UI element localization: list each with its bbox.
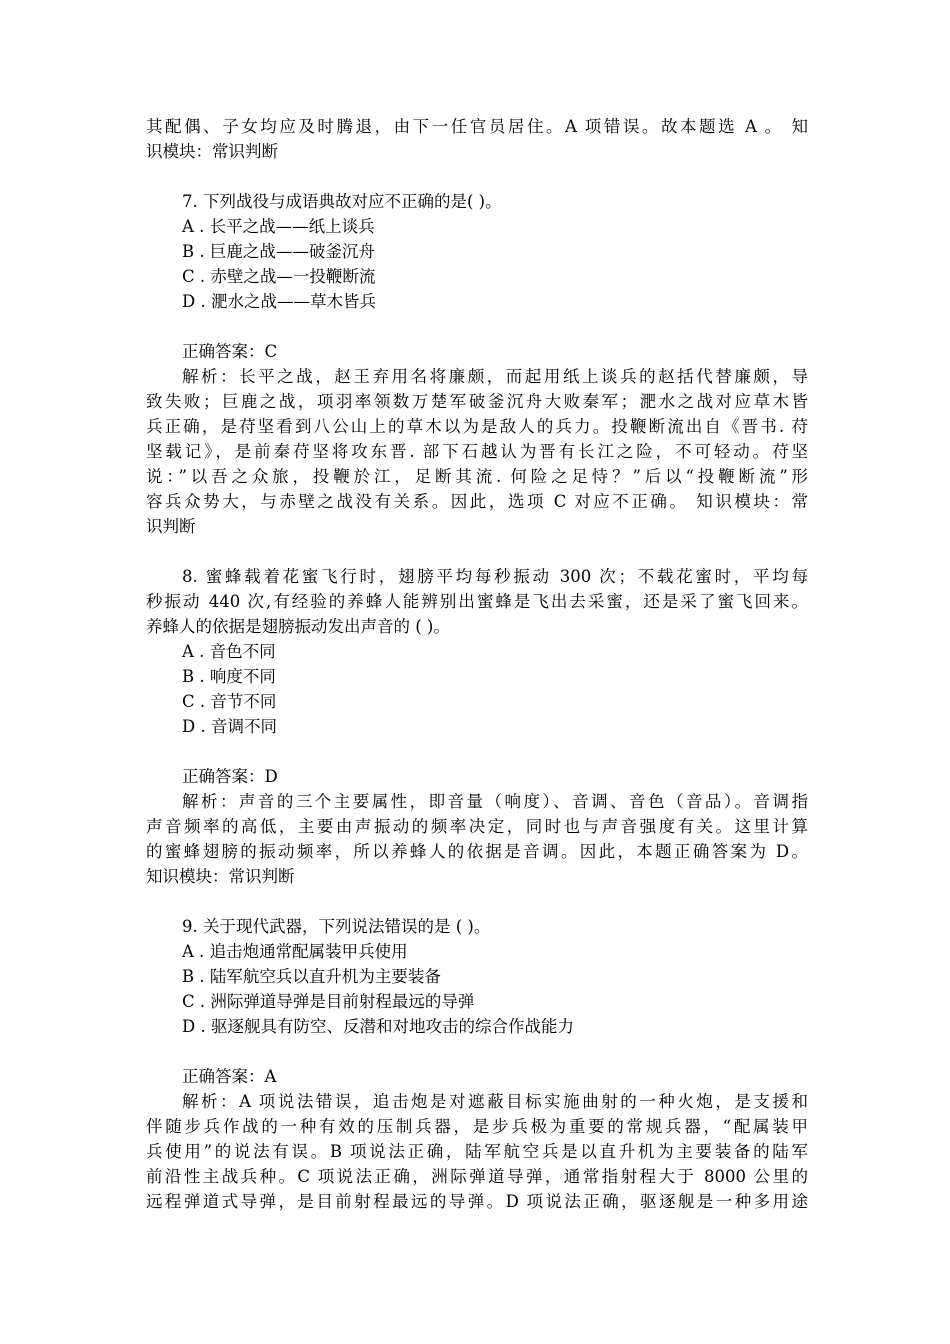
q9-question: 9. 关于现代武器，下列说法错误的是 ( )。 (182, 917, 491, 936)
q8-answer: 正确答案：D (182, 767, 278, 786)
q7-analysis-line: 识判断 (146, 517, 196, 536)
q7-answer: 正确答案：C (182, 342, 278, 361)
q8-question-line: 8. 蜜蜂载着花蜜飞行时，翅膀平均每秒振动 300 次；不载花蜜时，平均每 (182, 567, 808, 586)
q8-question-line: 养蜂人的依据是翅膀振动发出声音的 ( )。 (146, 617, 450, 636)
q9-analysis-line: 远程弹道式导弹，是目前射程最远的导弹。D 项说法正确，驱逐舰是一种多用途 (146, 1192, 808, 1211)
q9-analysis-line: 前沿性主战兵种。C 项说法正确，洲际弹道导弹，通常指射程大于 8000 公里的 (146, 1167, 808, 1186)
q7-analysis-line: 致失败；巨鹿之战，项羽率领数万楚军破釜沉舟大败秦军；淝水之战对应草木皆 (146, 392, 808, 411)
intro-line-1: 其配偶、子女均应及时腾退，由下一任官员居住。A 项错误。故本题选 A 。 知 (146, 117, 808, 136)
q8-option-d: D . 音调不同 (182, 717, 277, 736)
q9-analysis-line: 兵使用”的说法有误。B 项说法正确，陆军航空兵是以直升机为主要装备的陆军 (146, 1142, 808, 1161)
q8-option-a: A . 音色不同 (182, 642, 276, 661)
q8-analysis-line: 声音频率的高低，主要由声振动的频率决定，同时也与声音强度有关。这里计算 (146, 817, 808, 836)
q8-analysis-line: 解析：声音的三个主要属性，即音量（响度）、音调、音色（音品）。音调指 (182, 792, 808, 811)
q9-option-c: C . 洲际弹道导弹是目前射程最远的导弹 (182, 992, 475, 1011)
q8-option-b: B . 响度不同 (182, 667, 276, 686)
q8-option-c: C . 音节不同 (182, 692, 277, 711)
q7-question: 7. 下列战役与成语典故对应不正确的是( )。 (182, 192, 502, 211)
q7-analysis-line: 解析：长平之战，赵王弃用名将廉颇，而起用纸上谈兵的赵括代替廉颇，导 (182, 367, 808, 386)
q9-analysis-line: 伴随步兵作战的一种有效的压制兵器，是步兵极为重要的常规兵器，“配属装甲 (146, 1117, 808, 1136)
q7-option-d: D . 淝水之战——草木皆兵 (182, 292, 376, 311)
q7-analysis-line: 兵正确，是苻坚看到八公山上的草木以为是敌人的兵力。投鞭断流出自《晋书. 苻 (146, 417, 808, 436)
q7-analysis-line: 说：”以吾之众旅，投鞭於江，足断其流. 何险之足恃？”后以“投鞭断流”形 (146, 467, 808, 486)
q9-option-b: B . 陆军航空兵以直升机为主要装备 (182, 967, 441, 986)
q9-option-d: D . 驱逐舰具有防空、反潜和对地攻击的综合作战能力 (182, 1017, 574, 1036)
q7-option-b: B . 巨鹿之战——破釜沉舟 (182, 242, 375, 261)
q7-option-a: A . 长平之战——纸上谈兵 (182, 217, 375, 236)
q7-analysis-line: 坚载记》，是前秦苻坚将攻东晋. 部下石越认为晋有长江之险，不可轻动。苻坚 (146, 442, 808, 461)
q8-analysis-line: 知识模块：常识判断 (146, 867, 295, 886)
q9-analysis-line: 解析：A 项说法错误，追击炮是对遮蔽目标实施曲射的一种火炮，是支援和 (182, 1092, 808, 1111)
q8-analysis-line: 的蜜蜂翅膀的振动频率，所以养蜂人的依据是音调。因此，本题正确答案为 D。 (146, 842, 808, 861)
intro-line-2: 识模块：常识判断 (146, 142, 278, 161)
q9-answer: 正确答案：A (182, 1067, 277, 1086)
q9-option-a: A . 追击炮通常配属装甲兵使用 (182, 942, 408, 961)
q8-question-line: 秒振动 440 次,有经验的养蜂人能辨别出蜜蜂是飞出去采蜜，还是采了蜜飞回来。 (146, 592, 808, 611)
q7-analysis-line: 容兵众势大，与赤壁之战没有关系。因此，选项 C 对应不正确。 知识模块：常 (146, 492, 808, 511)
document-page (146, 114, 808, 1214)
q7-option-c: C . 赤壁之战—一投鞭断流 (182, 267, 376, 286)
